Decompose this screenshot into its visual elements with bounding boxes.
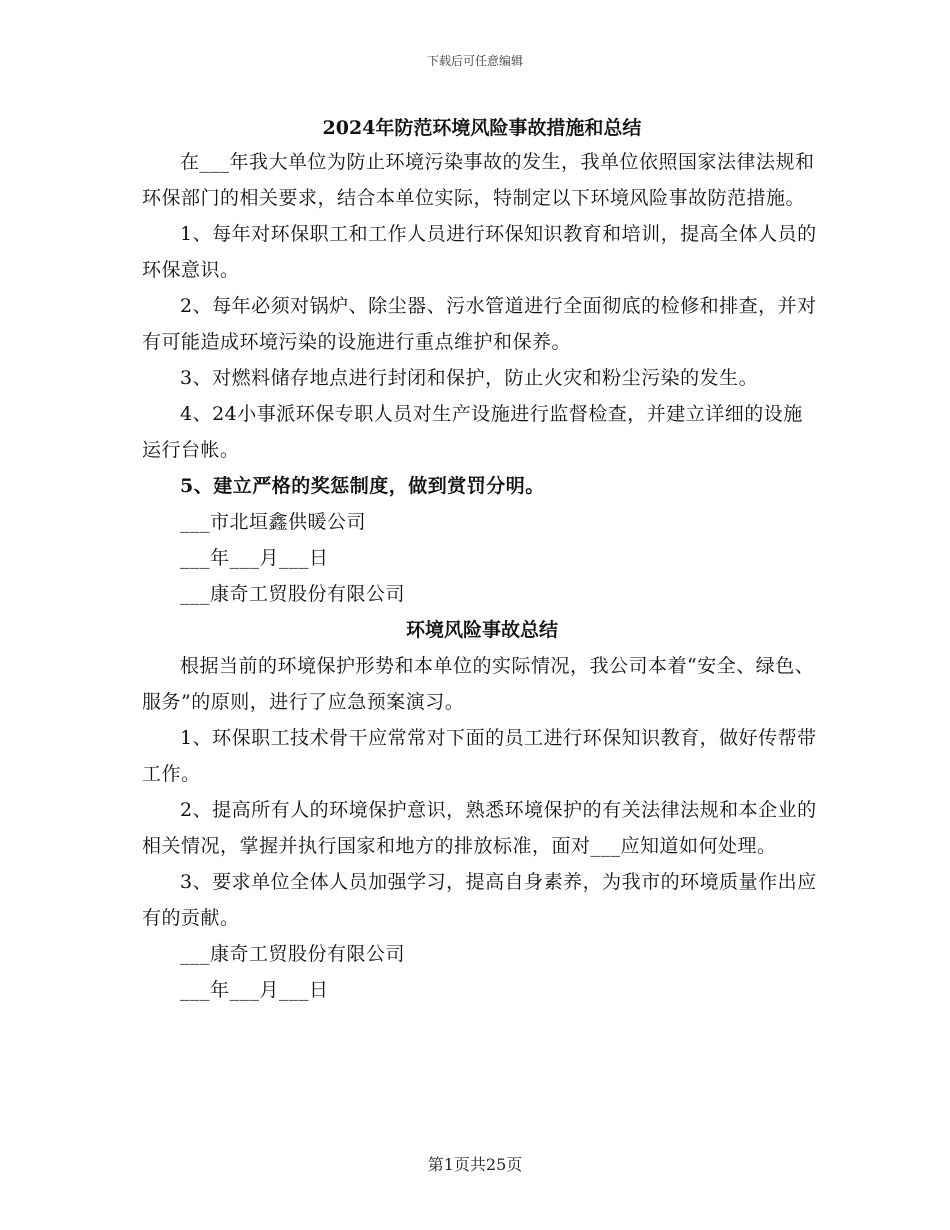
page-header-note: 下载后可任意编辑 [426, 54, 523, 68]
summary-title: 环境风险事故总结 [405, 619, 558, 641]
signature-company-2: ___康奇工贸股份有限公司 [180, 583, 406, 605]
signature-date: ___年___月___日 [180, 547, 329, 569]
measure-item-4: 4、24小事派环保专职人员对生产设施进行监督检查，并建立详细的设施运行台帐。 [142, 403, 803, 461]
measure-item-1: 1、每年对环保职工和工作人员进行环保知识教育和培训，提高全体人员的环保意识。 [142, 223, 817, 281]
summary-intro-paragraph: 根据当前的环境保护形势和本单位的实际情况，我公司本着“安全、绿色、服务”的原则，进行了应急预案演习。 [142, 655, 815, 713]
measure-item-3: 3、对燃料储存地点进行封闭和保护，防止火灾和粉尘污染的发生。 [180, 367, 759, 389]
page-number: 第1页共25页 [427, 1155, 523, 1174]
measure-item-2: 2、每年必须对锅炉、除尘器、污水管道进行全面彻底的检修和排查，并对有可能造成环境污染的设施进行重点维护和保养。 [142, 295, 817, 353]
summary-item-3: 3、要求单位全体人员加强学习，提高自身素养，为我市的环境质量作出应有的贡献。 [142, 871, 817, 929]
signature-company: ___市北垣鑫供暖公司 [180, 511, 367, 533]
document-body [142, 112, 822, 1008]
summary-item-1: 1、环保职工技术骨干应常常对下面的员工进行环保知识教育，做好传帮带工作。 [142, 727, 817, 785]
summary-signature-date: ___年___月___日 [180, 979, 329, 1001]
intro-paragraph: 在___年我大单位为防止环境污染事故的发生，我单位依照国家法律法规和环保部门的相关要求，结合本单位实际，特制定以下环境风险事故防范措施。 [142, 151, 815, 209]
summary-signature-company: ___康奇工贸股份有限公司 [180, 943, 406, 965]
document-title: 2024年防范环境风险事故措施和总结 [322, 117, 642, 139]
summary-item-2: 2、提高所有人的环境保护意识，熟悉环境保护的有关法律法规和本企业的相关情况，掌握并执行国家和地方的排放标准，面对___应知道如何处理。 [142, 799, 817, 857]
measure-item-5: 5、建立严格的奖惩制度，做到赏罚分明。 [180, 475, 545, 497]
